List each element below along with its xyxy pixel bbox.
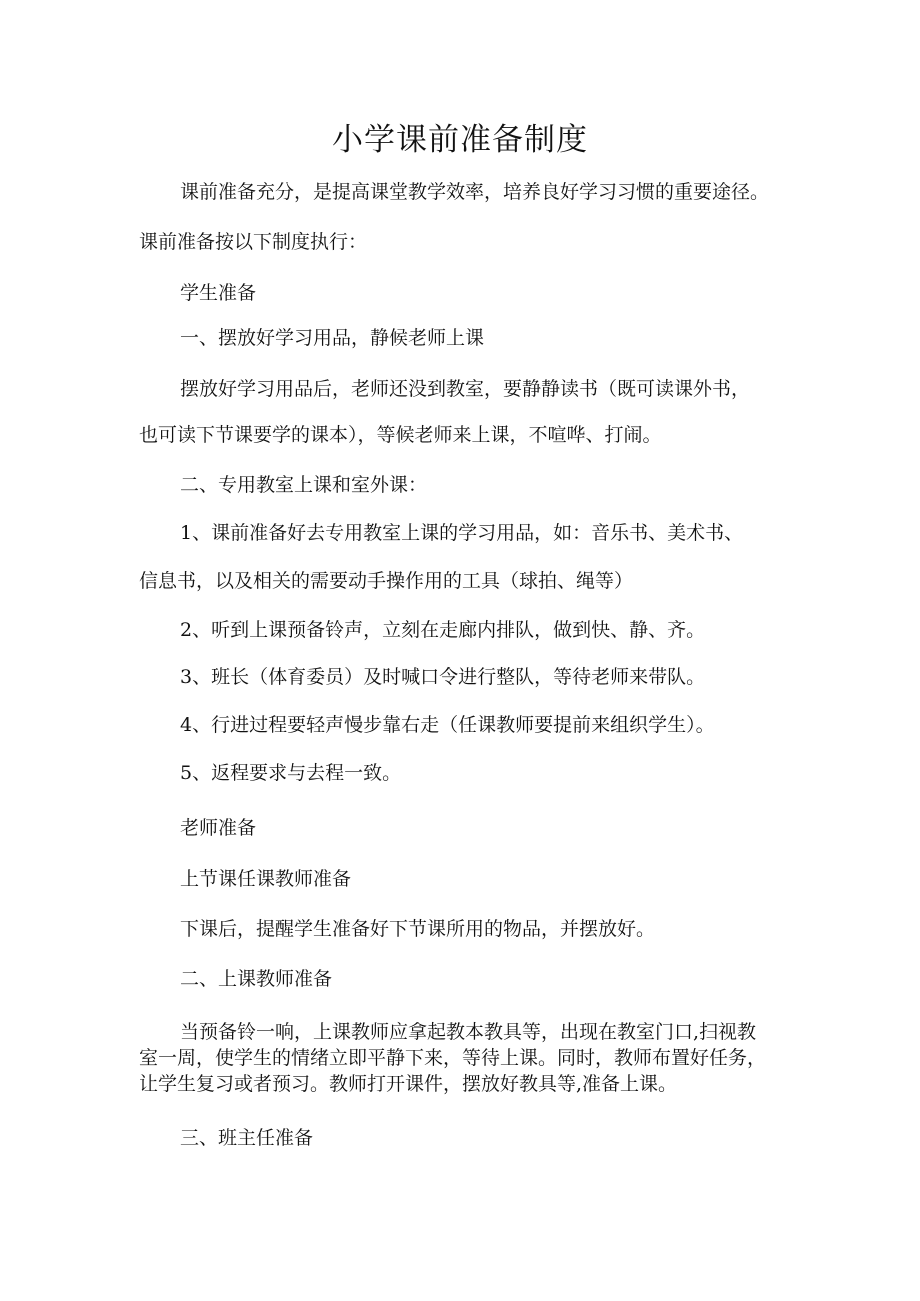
intro-line-1: 课前准备充分，是提高课堂教学效率，培养良好学习习惯的重要途径。 bbox=[180, 181, 770, 203]
list-item-1-line-2: 信息书，以及相关的需要动手操作用的工具（球拍、绳等） bbox=[139, 570, 634, 592]
paragraph-line: 让学生复习或者预习。教师打开课件，摆放好教具等,准备上课。 bbox=[139, 1073, 678, 1095]
list-item-2: 2、听到上课预备铃声，立刻在走廊内排队，做到快、静、齐。 bbox=[180, 619, 706, 641]
paragraph-line: 摆放好学习用品后，老师还没到教室，要静静读书（既可读课外书， bbox=[180, 378, 751, 400]
paragraph-line: 也可读下节课要学的课本），等候老师来上课，不喧哗、打闹。 bbox=[139, 424, 662, 446]
document-title: 小学课前准备制度 bbox=[332, 122, 588, 158]
list-item-5: 5、返程要求与去程一致。 bbox=[180, 762, 402, 784]
list-item-4: 4、行进过程要轻声慢步靠右走（任课教师要提前来组织学生）。 bbox=[180, 714, 715, 736]
paragraph-line: 当预备铃一响，上课教师应拿起教本教具等，出现在教室门口,扫视教 bbox=[180, 1021, 757, 1043]
paragraph-line: 室一周，使学生的情绪立即平静下来，等待上课。同时，教师布置好任务， bbox=[139, 1047, 767, 1069]
subheading-head-teacher: 三、班主任准备 bbox=[180, 1127, 314, 1149]
paragraph-line: 下课后，提醒学生准备好下节课所用的物品，并摆放好。 bbox=[180, 918, 656, 940]
list-item-3: 3、班长（体育委员）及时喊口令进行整队，等待老师来带队。 bbox=[180, 666, 706, 688]
section-heading-teacher: 老师准备 bbox=[180, 817, 257, 839]
subheading-class-teacher: 二、上课教师准备 bbox=[180, 968, 333, 990]
intro-line-2: 课前准备按以下制度执行： bbox=[139, 231, 368, 253]
subheading-1: 一、摆放好学习用品，静候老师上课 bbox=[180, 327, 485, 349]
subheading-2: 二、专用教室上课和室外课： bbox=[180, 474, 428, 496]
subheading-previous-teacher: 上节课任课教师准备 bbox=[180, 868, 352, 890]
list-item-1-line-1: 1、课前准备好去专用教室上课的学习用品，如：音乐书、美术书、 bbox=[180, 522, 744, 544]
section-heading-student: 学生准备 bbox=[180, 282, 257, 304]
